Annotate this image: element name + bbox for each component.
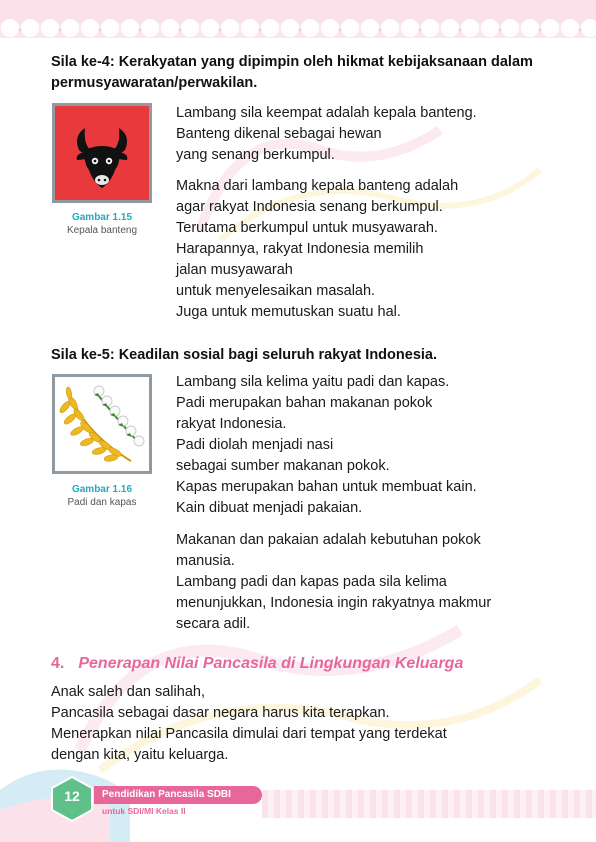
sila4-paragraph-1: Lambang sila keempat adalah kepala banteng. Banteng dikenal sebagai hewan yang senang berkumpul. (176, 105, 477, 163)
sila5-paragraph-2: Makanan dan pakaian adalah kebutuhan pokok manusia. Lambang padi dan kapas pada sila kelima menunjukkan, Indonesia ingin rakyatnya makmur secara adil. (176, 532, 492, 632)
sila5-heading: Sila ke-5: Keadilan sosial bagi seluruh rakyat Indonesia. (51, 347, 437, 363)
footer-stripe (262, 790, 596, 818)
section-body: Anak saleh dan salihah, Pancasila sebagai dasar negara harus kita terapkan. Menerapkan nilai Pancasila dimulai dari tempat yang terdekat dengan kita, yaitu keluarga. (51, 684, 447, 763)
top-decorative-band (0, 0, 596, 38)
figure-caption-text: Kepala banteng (66, 225, 138, 236)
section-title: Penerapan Nilai Pancasila di Lingkungan Keluarga (78, 655, 464, 672)
figure-caption-1-16 (50, 483, 154, 509)
section-heading (51, 655, 463, 673)
bull-head-figure (52, 103, 152, 203)
rice-cotton-figure (52, 374, 152, 474)
footer-book-title: Pendidikan Pancasila SDBI (94, 786, 262, 804)
figure-caption-1-15 (50, 211, 154, 237)
figure-number: Gambar 1.16 (71, 484, 133, 495)
lace-border-icon (0, 0, 596, 38)
footer-book-subtitle: untuk SDI/MI Kelas II (102, 806, 186, 816)
sila4-heading (51, 52, 533, 94)
sila4-heading-line1: Sila ke-4: Kerakyatan yang dipimpin oleh hikmat kebijaksanaan dalam (51, 54, 533, 70)
sila5-paragraph-1: Lambang sila kelima yaitu padi dan kapas. Padi merupakan bahan makanan pokok rakyat Indonesia. Padi diolah menjadi nasi sebagai sumber makanan pokok. Kapas merupakan bahan untuk membuat kain. Kain dibuat menjadi pakaian. (176, 374, 477, 516)
figure-number: Gambar 1.15 (71, 212, 133, 223)
bull-head-icon (55, 106, 149, 200)
sila4-paragraph-2: Makna dari lambang kepala banteng adalah agar rakyat Indonesia senang berkumpul. Terutama berkumpul untuk musyawarah. Harapannya, rakyat Indonesia memilih jalan musyawarah untuk menyelesaikan masalah. Juga untuk memutuskan suatu hal. (176, 178, 459, 320)
sila4-heading-line2: permusyawaratan/perwakilan. (51, 75, 258, 91)
page-number: 12 (64, 788, 80, 804)
rice-cotton-icon (55, 377, 149, 471)
figure-caption-text: Padi dan kapas (67, 497, 137, 508)
section-number: 4. (51, 655, 65, 672)
